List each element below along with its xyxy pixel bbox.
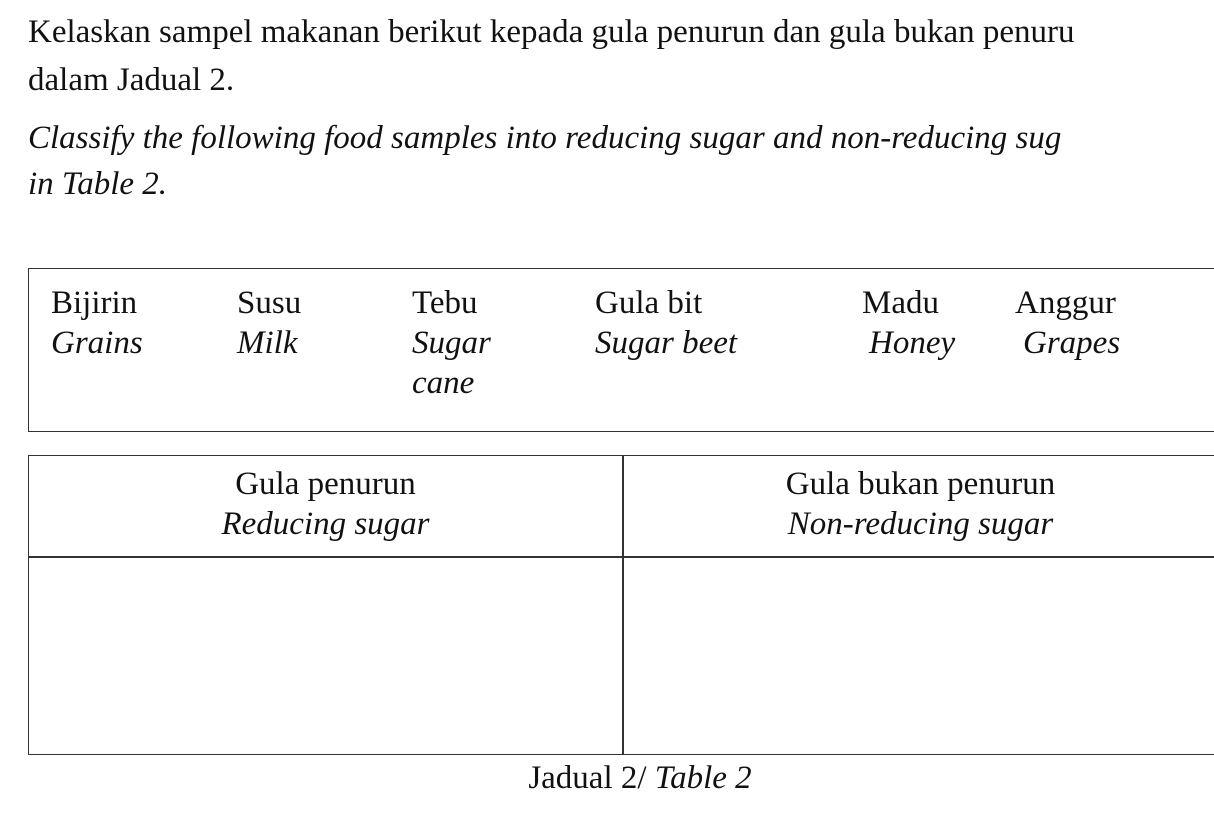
sample-malay-name: Tebu [412,285,478,321]
sample-english-name-line-1: Sugar [412,325,491,361]
sample-english-name: Grains [51,325,143,361]
sample-malay-name: Susu [237,285,302,321]
header-reducing-sugar [29,464,622,544]
sample-sugar-cane[interactable] [412,283,491,403]
answer-cell-reducing-sugar[interactable] [29,558,622,754]
sample-malay-name: Anggur [1015,285,1116,321]
sample-honey[interactable] [859,283,955,363]
sample-english-name-line-2: cane [412,365,475,401]
sample-milk[interactable] [237,283,301,363]
header-english: Reducing sugar [221,506,430,542]
classification-table [28,455,1214,755]
header-malay: Gula bukan penurun [785,466,1056,502]
instruction-malay-line-1: Kelaskan sampel makanan berikut kepada gula penurun dan gula bukan penuru [28,14,1075,50]
sample-grapes[interactable] [1015,283,1120,363]
caption-english: Table 2 [654,760,752,796]
sample-grains[interactable] [51,283,143,363]
header-malay: Gula penurun [235,466,416,502]
food-samples-box [28,268,1214,432]
sample-malay-name: Gula bit [595,285,703,321]
instruction-malay-line-2: dalam Jadual 2. [28,62,235,98]
sample-malay-name: Bijirin [51,285,138,321]
caption-malay: Jadual 2/ [528,760,655,796]
header-non-reducing-sugar [624,464,1214,544]
sample-malay-name: Madu [862,285,939,321]
sample-english-name: Grapes [1023,325,1121,361]
instruction-english-line-1: Classify the following food samples into reducing sugar and non-reducing sug [28,120,1062,156]
table-caption [0,758,1214,798]
sample-english-name: Sugar beet [595,325,738,361]
sample-english-name: Honey [869,325,956,361]
answer-cell-non-reducing-sugar[interactable] [624,558,1214,754]
header-english: Non-reducing sugar [787,506,1054,542]
instruction-english-line-2: in Table 2. [28,166,168,202]
sample-sugar-beet[interactable] [595,283,737,363]
sample-english-name: Milk [237,325,298,361]
